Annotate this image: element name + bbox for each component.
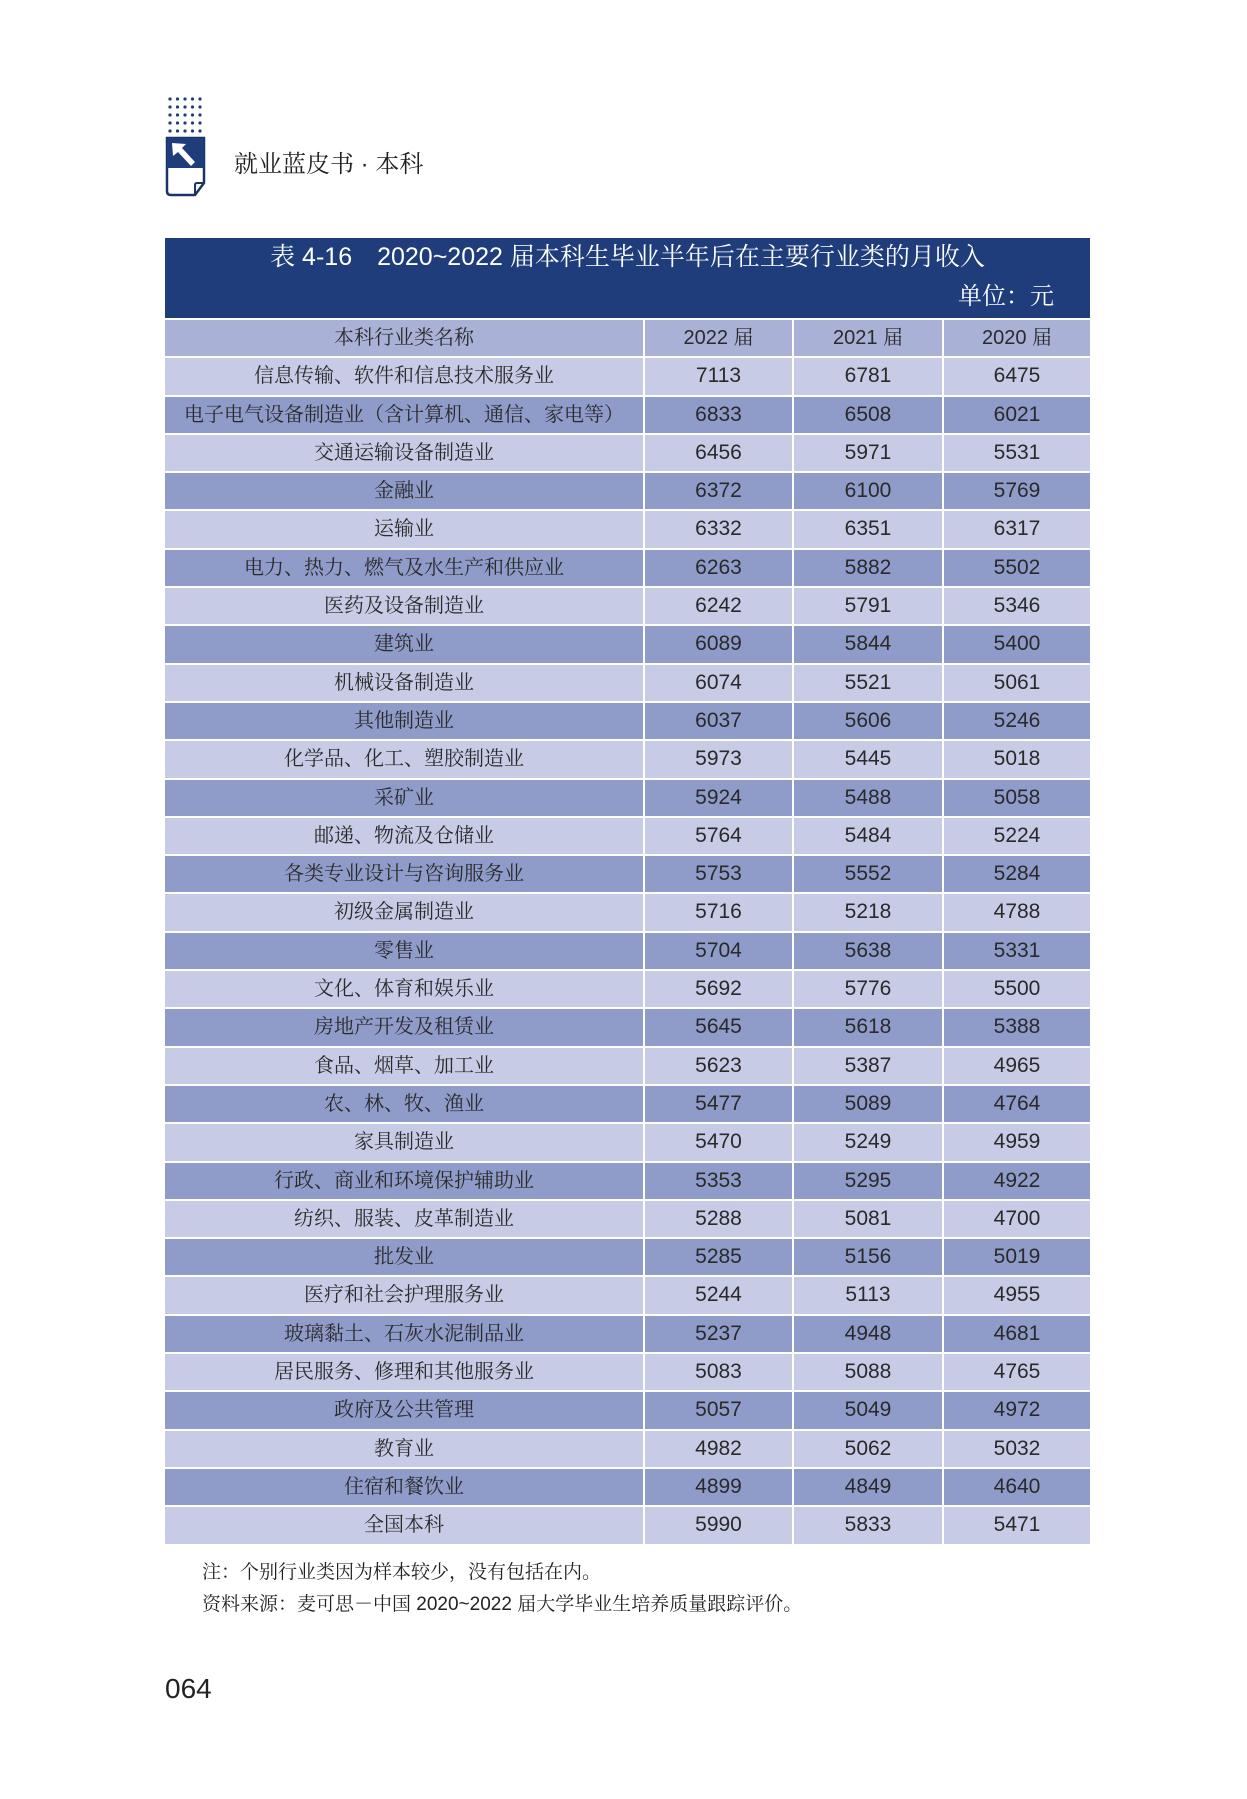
income-2020-cell: 4922 [944, 1163, 1090, 1199]
income-2020-cell: 5018 [944, 741, 1090, 777]
income-2022-cell: 5353 [645, 1163, 792, 1199]
income-2021-cell: 4948 [794, 1316, 942, 1352]
income-2022-cell: 5764 [645, 818, 792, 854]
table-row [165, 971, 1090, 1007]
income-2021-cell: 5618 [794, 1009, 942, 1045]
book-title: 就业蓝皮书 · 本科 [234, 151, 424, 178]
industry-name-cell: 居民服务、修理和其他服务业 [165, 1354, 643, 1390]
industry-name-cell: 其他制造业 [165, 703, 643, 739]
industry-name-cell: 建筑业 [165, 626, 643, 662]
table-row [165, 1048, 1090, 1084]
income-2022-cell: 5990 [645, 1507, 792, 1543]
income-2020-cell: 4640 [944, 1469, 1090, 1505]
industry-name-cell: 家具制造业 [165, 1124, 643, 1160]
income-2021-cell: 6100 [794, 473, 942, 509]
income-2020-cell: 6317 [944, 511, 1090, 547]
industry-name-cell: 信息传输、软件和信息技术服务业 [165, 358, 643, 394]
income-2022-cell: 7113 [645, 358, 792, 394]
income-2020-cell: 4959 [944, 1124, 1090, 1160]
industry-name-cell: 全国本科 [165, 1507, 643, 1543]
income-2022-cell: 5477 [645, 1086, 792, 1122]
income-2020-cell: 4972 [944, 1392, 1090, 1428]
income-2020-cell: 6475 [944, 358, 1090, 394]
table-row [165, 1469, 1090, 1505]
income-2020-cell: 5388 [944, 1009, 1090, 1045]
industry-name-cell: 化学品、化工、塑胶制造业 [165, 741, 643, 777]
industry-name-cell: 初级金属制造业 [165, 894, 643, 930]
income-2022-cell: 6089 [645, 626, 792, 662]
income-2021-cell: 6351 [794, 511, 942, 547]
income-2022-cell: 5753 [645, 856, 792, 892]
industry-name-cell: 机械设备制造业 [165, 665, 643, 701]
income-2021-cell: 5776 [794, 971, 942, 1007]
income-2020-cell: 5058 [944, 780, 1090, 816]
table-row [165, 894, 1090, 930]
income-2021-cell: 5156 [794, 1239, 942, 1275]
table-row [165, 933, 1090, 969]
income-2020-cell: 5032 [944, 1431, 1090, 1467]
income-2020-cell: 5284 [944, 856, 1090, 892]
income-2021-cell: 5484 [794, 818, 942, 854]
table-row [165, 1239, 1090, 1275]
income-2022-cell: 5285 [645, 1239, 792, 1275]
page-arrow-logo-icon [164, 135, 210, 197]
column-header: 2020 届 [944, 320, 1090, 356]
income-2021-cell: 5295 [794, 1163, 942, 1199]
industry-name-cell: 住宿和餐饮业 [165, 1469, 643, 1505]
dot-grid-icon [167, 96, 203, 134]
income-2021-cell: 5552 [794, 856, 942, 892]
table-notes [202, 1557, 802, 1621]
table-row [165, 1316, 1090, 1352]
income-2021-cell: 5488 [794, 780, 942, 816]
income-2021-cell: 4849 [794, 1469, 942, 1505]
income-2020-cell: 4765 [944, 1354, 1090, 1390]
income-2022-cell: 5973 [645, 741, 792, 777]
income-2022-cell: 5924 [645, 780, 792, 816]
income-2021-cell: 5882 [794, 550, 942, 586]
table-header-row [165, 320, 1090, 356]
income-2020-cell: 5224 [944, 818, 1090, 854]
table-unit: 单位：元 [958, 283, 1054, 310]
income-2020-cell: 5400 [944, 626, 1090, 662]
table-row [165, 665, 1090, 701]
income-2020-cell: 6021 [944, 397, 1090, 433]
income-2020-cell: 5471 [944, 1507, 1090, 1543]
income-2021-cell: 5062 [794, 1431, 942, 1467]
table-row [165, 1277, 1090, 1313]
table-row [165, 703, 1090, 739]
industry-name-cell: 纺织、服装、皮革制造业 [165, 1201, 643, 1237]
table-row [165, 856, 1090, 892]
income-2021-cell: 5249 [794, 1124, 942, 1160]
industry-name-cell: 交通运输设备制造业 [165, 435, 643, 471]
income-2021-cell: 5049 [794, 1392, 942, 1428]
table-row [165, 1431, 1090, 1467]
income-2020-cell: 5500 [944, 971, 1090, 1007]
table-row [165, 1163, 1090, 1199]
industry-name-cell: 食品、烟草、加工业 [165, 1048, 643, 1084]
income-2021-cell: 5833 [794, 1507, 942, 1543]
income-2020-cell: 5769 [944, 473, 1090, 509]
income-2020-cell: 4764 [944, 1086, 1090, 1122]
income-2022-cell: 6263 [645, 550, 792, 586]
table-row [165, 397, 1090, 433]
income-2020-cell: 5531 [944, 435, 1090, 471]
table-row [165, 1124, 1090, 1160]
income-2022-cell: 6332 [645, 511, 792, 547]
income-2022-cell: 6074 [645, 665, 792, 701]
income-2022-cell: 5470 [645, 1124, 792, 1160]
income-2020-cell: 5331 [944, 933, 1090, 969]
income-2020-cell: 5346 [944, 588, 1090, 624]
industry-name-cell: 邮递、物流及仓储业 [165, 818, 643, 854]
table-row [165, 626, 1090, 662]
income-2021-cell: 6508 [794, 397, 942, 433]
income-2022-cell: 6242 [645, 588, 792, 624]
income-2022-cell: 5645 [645, 1009, 792, 1045]
table-row [165, 741, 1090, 777]
table-row [165, 473, 1090, 509]
income-2020-cell: 5019 [944, 1239, 1090, 1275]
income-2021-cell: 5387 [794, 1048, 942, 1084]
table-row [165, 1392, 1090, 1428]
income-2021-cell: 5113 [794, 1277, 942, 1313]
table-row [165, 780, 1090, 816]
industry-name-cell: 采矿业 [165, 780, 643, 816]
income-2022-cell: 4982 [645, 1431, 792, 1467]
income-2020-cell: 5502 [944, 550, 1090, 586]
income-2022-cell: 6037 [645, 703, 792, 739]
income-2022-cell: 5716 [645, 894, 792, 930]
table-title-bar [165, 238, 1090, 318]
industry-name-cell: 运输业 [165, 511, 643, 547]
income-2022-cell: 6833 [645, 397, 792, 433]
income-2021-cell: 5521 [794, 665, 942, 701]
income-2022-cell: 4899 [645, 1469, 792, 1505]
income-2022-cell: 5244 [645, 1277, 792, 1313]
income-2020-cell: 4955 [944, 1277, 1090, 1313]
table-row [165, 1009, 1090, 1045]
industry-name-cell: 医疗和社会护理服务业 [165, 1277, 643, 1313]
income-2020-cell: 4681 [944, 1316, 1090, 1352]
industry-name-cell: 金融业 [165, 473, 643, 509]
income-2022-cell: 5692 [645, 971, 792, 1007]
industry-name-cell: 玻璃黏土、石灰水泥制品业 [165, 1316, 643, 1352]
table-row [165, 1354, 1090, 1390]
industry-name-cell: 医药及设备制造业 [165, 588, 643, 624]
income-2021-cell: 5445 [794, 741, 942, 777]
industry-name-cell: 零售业 [165, 933, 643, 969]
industry-name-cell: 文化、体育和娱乐业 [165, 971, 643, 1007]
table-row [165, 511, 1090, 547]
income-2021-cell: 5971 [794, 435, 942, 471]
industry-name-cell: 各类专业设计与咨询服务业 [165, 856, 643, 892]
table-row [165, 1201, 1090, 1237]
table-source: 资料来源：麦可思－中国 2020~2022 届大学毕业生培养质量跟踪评价。 [202, 1594, 803, 1615]
table-row [165, 435, 1090, 471]
industry-name-cell: 电子电气设备制造业（含计算机、通信、家电等） [165, 397, 643, 433]
income-2022-cell: 5704 [645, 933, 792, 969]
income-table [165, 238, 1090, 1544]
industry-name-cell: 政府及公共管理 [165, 1392, 643, 1428]
income-2021-cell: 5606 [794, 703, 942, 739]
industry-name-cell: 行政、商业和环境保护辅助业 [165, 1163, 643, 1199]
table-body [165, 320, 1090, 1544]
page-number: 064 [165, 1673, 212, 1704]
income-2021-cell: 6781 [794, 358, 942, 394]
income-2022-cell: 5237 [645, 1316, 792, 1352]
industry-name-cell: 农、林、牧、渔业 [165, 1086, 643, 1122]
income-2022-cell: 5083 [645, 1354, 792, 1390]
income-2020-cell: 5061 [944, 665, 1090, 701]
income-2021-cell: 5081 [794, 1201, 942, 1237]
income-2020-cell: 4700 [944, 1201, 1090, 1237]
column-header: 本科行业类名称 [165, 320, 643, 356]
industry-name-cell: 房地产开发及租赁业 [165, 1009, 643, 1045]
column-header: 2022 届 [645, 320, 792, 356]
industry-name-cell: 教育业 [165, 1431, 643, 1467]
table-row [165, 358, 1090, 394]
income-2021-cell: 5218 [794, 894, 942, 930]
table-note: 注：个别行业类因为样本较少，没有包括在内。 [202, 1562, 602, 1583]
table-row [165, 1086, 1090, 1122]
income-2020-cell: 4965 [944, 1048, 1090, 1084]
table-title: 表 4-16 2020~2022 届本科生毕业半年后在主要行业类的月收入 [270, 243, 985, 271]
table-row [165, 588, 1090, 624]
table-row [165, 818, 1090, 854]
income-2022-cell: 5057 [645, 1392, 792, 1428]
column-header: 2021 届 [794, 320, 942, 356]
industry-name-cell: 电力、热力、燃气及水生产和供应业 [165, 550, 643, 586]
income-2022-cell: 5288 [645, 1201, 792, 1237]
table-row [165, 1507, 1090, 1543]
income-2021-cell: 5088 [794, 1354, 942, 1390]
income-2021-cell: 5844 [794, 626, 942, 662]
income-2022-cell: 5623 [645, 1048, 792, 1084]
industry-name-cell: 批发业 [165, 1239, 643, 1275]
table-row [165, 550, 1090, 586]
income-2022-cell: 6456 [645, 435, 792, 471]
income-2021-cell: 5638 [794, 933, 942, 969]
income-2021-cell: 5791 [794, 588, 942, 624]
income-2020-cell: 4788 [944, 894, 1090, 930]
income-2021-cell: 5089 [794, 1086, 942, 1122]
income-2020-cell: 5246 [944, 703, 1090, 739]
income-2022-cell: 6372 [645, 473, 792, 509]
